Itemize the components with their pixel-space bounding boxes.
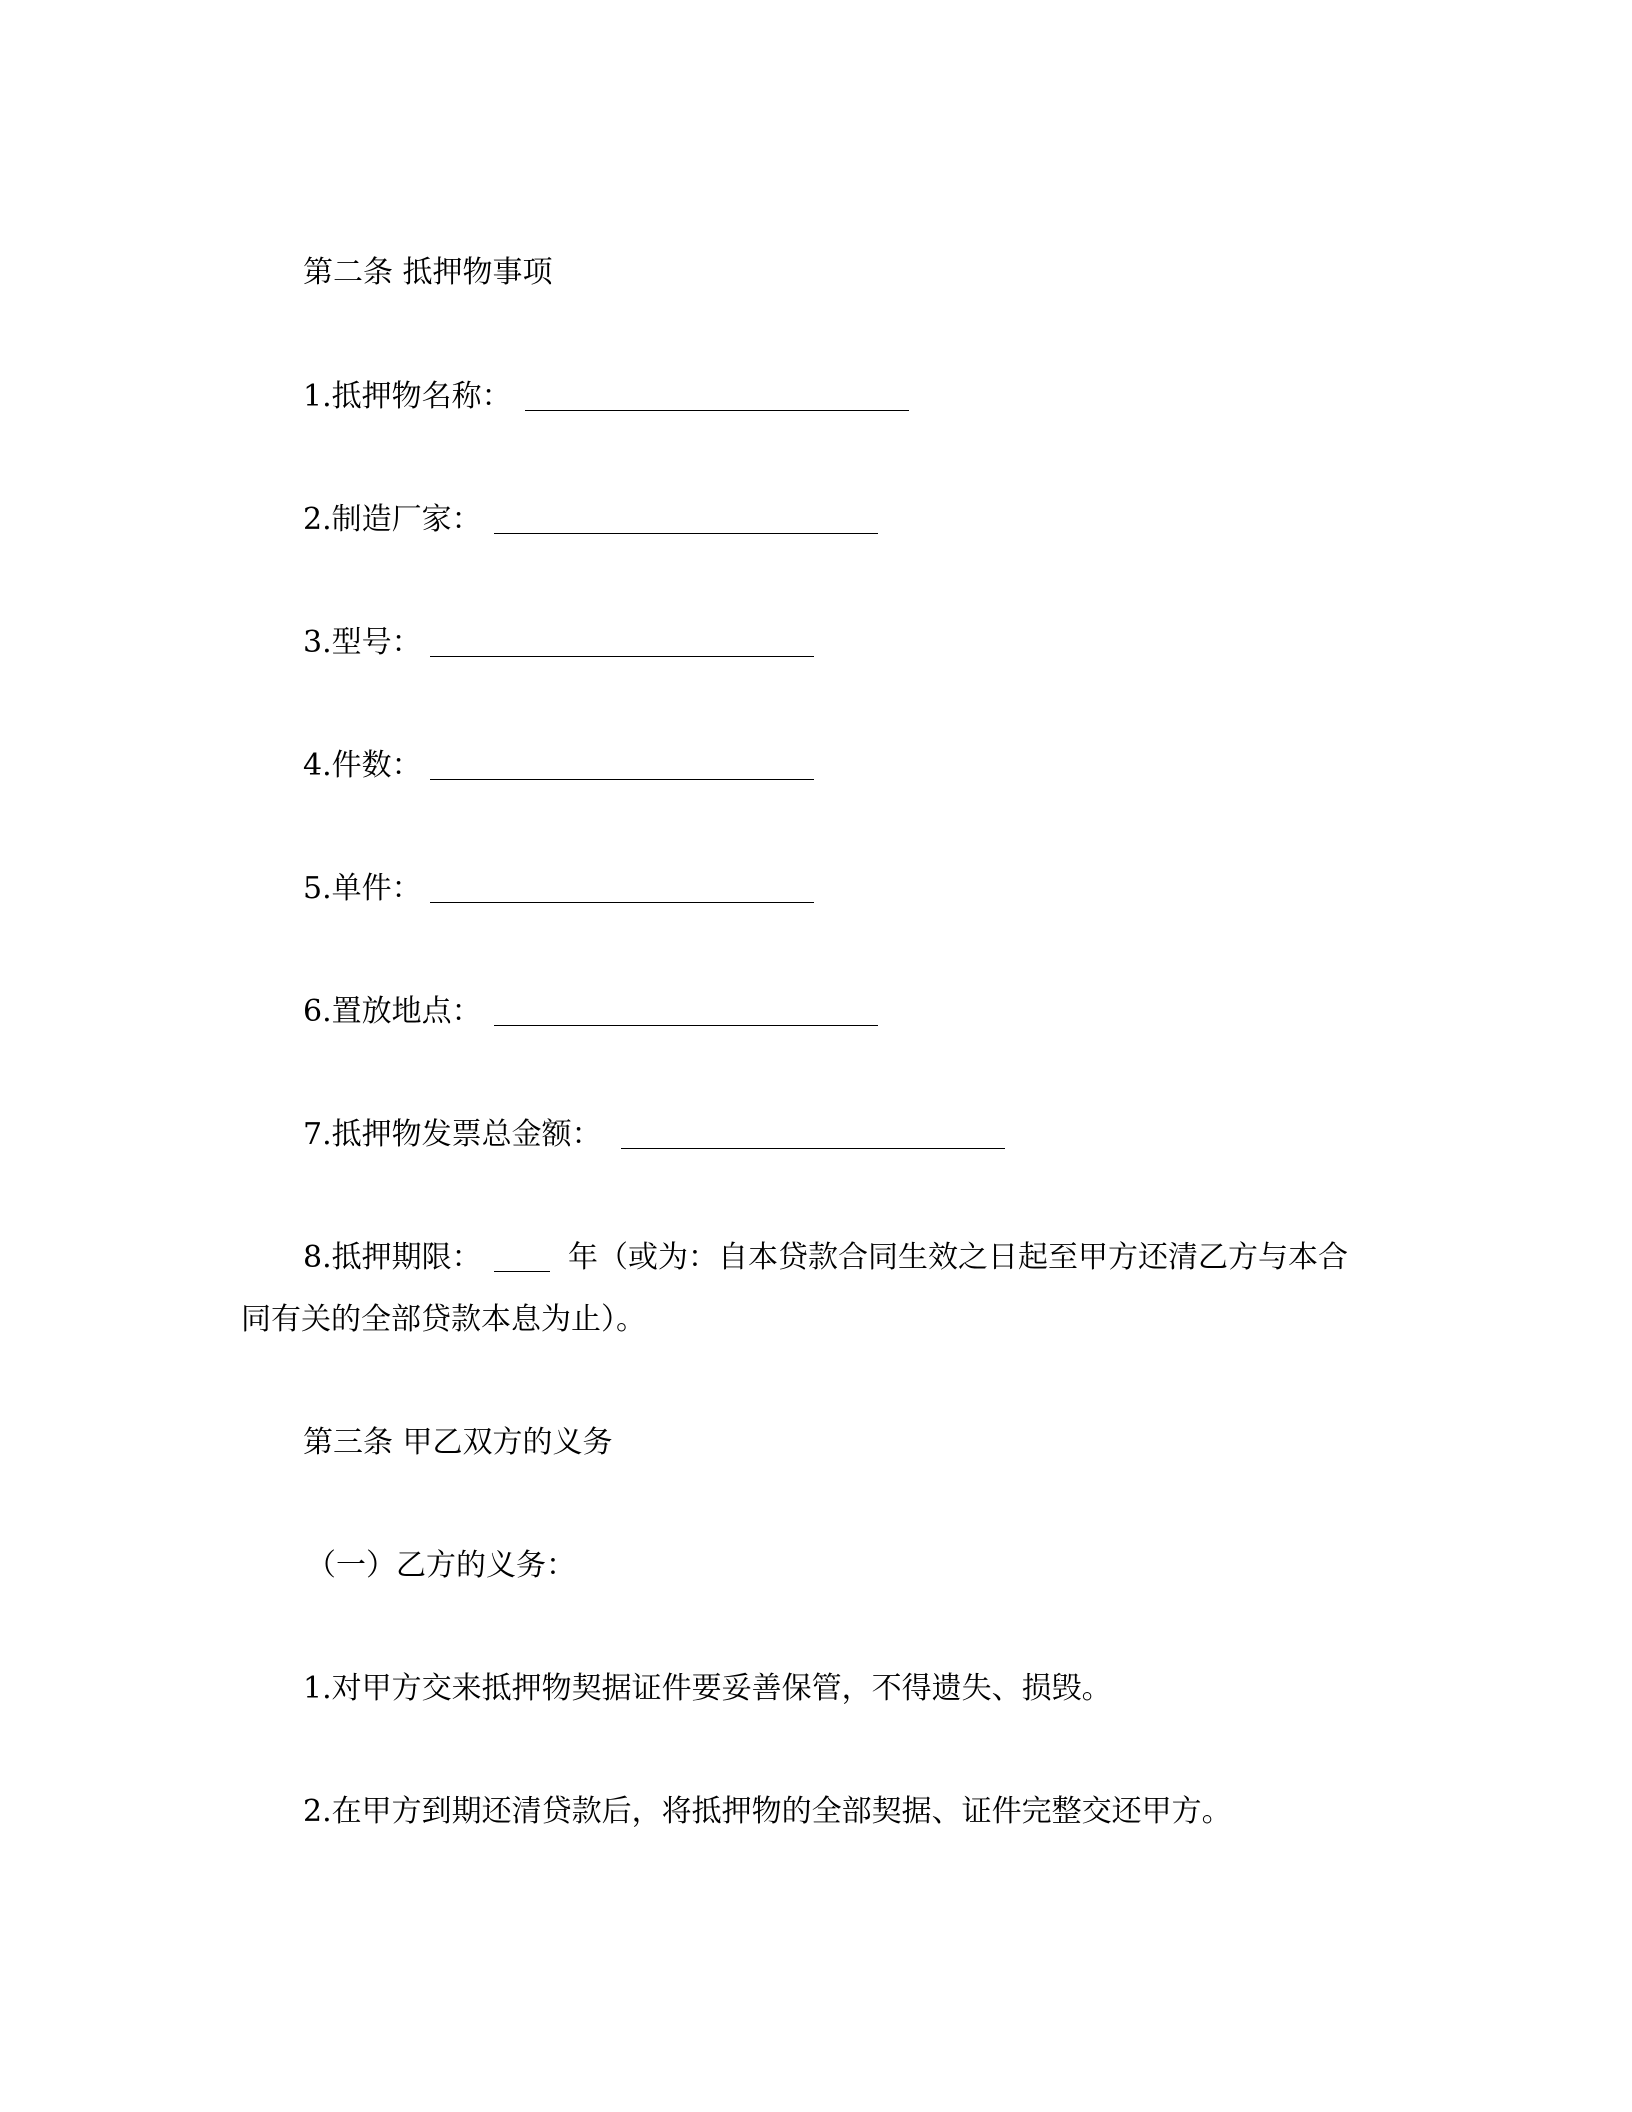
obligation-item: 2.在甲方到期还清贷款后，将抵押物的全部契据、证件完整交还甲方。 xyxy=(303,1794,1232,1829)
item-invoice-total-label: 7.抵押物发票总金额： xyxy=(303,1117,602,1152)
item-quantity-label: 4.件数： xyxy=(303,748,422,783)
item-term-continuation: 同有关的全部贷款本息为止）。 xyxy=(241,1302,646,1337)
item-invoice-total-blank[interactable] xyxy=(621,1148,1005,1149)
item-location-blank[interactable] xyxy=(494,1025,878,1026)
party-b-heading: （一）乙方的义务： xyxy=(306,1548,576,1583)
obligation-item: 1.对甲方交来抵押物契据证件要妥善保管，不得遗失、损毁。 xyxy=(303,1671,1112,1706)
item-quantity-blank[interactable] xyxy=(430,779,814,780)
article-2-heading: 第二条 抵押物事项 xyxy=(303,255,553,290)
item-model-blank[interactable] xyxy=(430,656,814,657)
item-collateral-name-blank[interactable] xyxy=(525,410,909,411)
item-term-label: 8.抵押期限： xyxy=(303,1240,482,1275)
item-term-blank[interactable] xyxy=(494,1271,550,1272)
item-collateral-name-label: 1.抵押物名称： xyxy=(303,379,512,414)
item-unit-blank[interactable] xyxy=(430,902,814,903)
item-location-label: 6.置放地点： xyxy=(303,994,482,1029)
item-manufacturer-label: 2.制造厂家： xyxy=(303,502,482,537)
item-model-label: 3.型号： xyxy=(303,625,422,660)
item-unit-label: 5.单件： xyxy=(303,871,422,906)
item-manufacturer-blank[interactable] xyxy=(494,533,878,534)
item-term-unit: 年（或为：自本贷款合同生效之日起至甲方还清乙方与本合 xyxy=(568,1240,1348,1275)
article-3-heading: 第三条 甲乙双方的义务 xyxy=(303,1425,613,1460)
